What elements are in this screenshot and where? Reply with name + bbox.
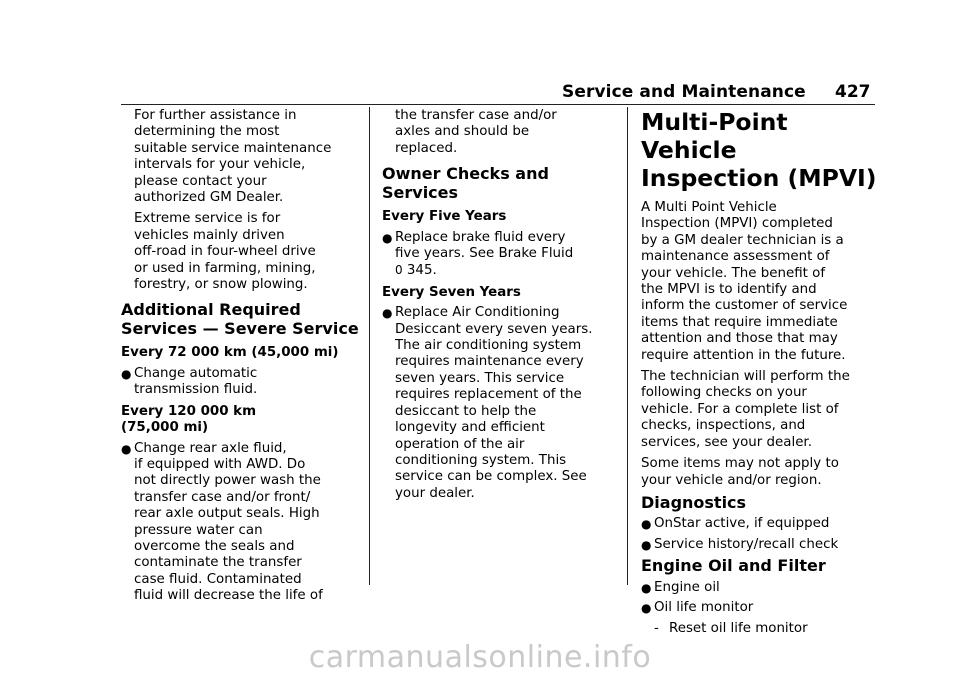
list-item-text: Engine oil <box>654 579 720 595</box>
continued-text: the transfer case and/or axles and should be replaced. <box>395 108 557 156</box>
sub-list-item <box>654 621 879 637</box>
list-item-text: OnStar active, if equipped <box>654 516 830 532</box>
list-item <box>641 580 879 596</box>
bullet-icon: ● <box>641 517 652 532</box>
bullet-icon: ● <box>641 537 652 552</box>
list-item <box>382 305 622 502</box>
column-1 <box>121 108 367 609</box>
bullet-icon: ● <box>641 580 652 595</box>
owner-checks-heading: Owner Checks and Services <box>382 164 549 202</box>
brake-fluid-text: Replace brake fluid every five years. See Brake Fluid <box>395 229 574 262</box>
interval-120000-heading: Every 120 000 km (75,000 mi) <box>121 403 257 436</box>
list-item-text <box>395 230 573 280</box>
bullet-icon: ● <box>382 230 393 245</box>
column-divider-2 <box>627 107 628 585</box>
interval-72000-heading: Every 72 000 km (45,000 mi) <box>121 345 339 361</box>
engine-oil-heading: Engine Oil and Filter <box>641 556 826 576</box>
page-ref-arrow-icon: 0 <box>395 263 403 278</box>
list-item <box>641 600 879 616</box>
mpvi-title: Multi-Point Vehicle Inspection (MPVI) <box>641 108 877 192</box>
page-number: 427 <box>835 82 871 102</box>
bullet-icon: ● <box>641 601 652 616</box>
list-item-text: Change rear axle fluid, if equipped with AWD. Do not directly power wash the transfer case and/or front/ rear axle output seals. High pressure water can overcome the seals and contaminate the transfer case fluid. Contaminated fluid will decrease the life of <box>134 440 323 604</box>
diagnostics-heading: Diagnostics <box>641 492 747 512</box>
five-years-heading: Every Five Years <box>382 209 507 225</box>
region-note-paragraph: Some items may not apply to your vehicle and/or region. <box>641 456 839 488</box>
seven-years-heading: Every Seven Years <box>382 284 521 300</box>
column-divider-1 <box>369 107 370 585</box>
page-header-title: Service and Maintenance <box>562 82 806 102</box>
severe-service-heading: Additional Required Services — Severe Service <box>121 300 359 338</box>
column-2 <box>382 108 622 506</box>
dash-icon: - <box>654 620 659 636</box>
column-3 <box>641 108 879 640</box>
list-item-text: Oil life monitor <box>654 600 754 616</box>
list-item <box>382 230 622 280</box>
list-item <box>641 516 879 532</box>
list-item-text: Change automatic transmission fluid. <box>134 365 258 398</box>
list-item-text: Replace Air Conditioning Desiccant every seven years. The air conditioning system requires maintenance every seven years. This service requires replacement of the desiccant to help the longevity and efficient operation of the air conditioning system. This service can be complex. See your dealer. <box>395 305 593 501</box>
header-divider <box>121 104 875 105</box>
list-item <box>121 441 367 605</box>
technician-paragraph: The technician will perform the following checks on your vehicle. For a complete list of checks, inspections, and services, see your dealer. <box>641 369 850 450</box>
list-item-text: Service history/recall check <box>654 536 839 552</box>
assistance-paragraph: For further assistance in determining the most suitable service maintenance intervals for your vehicle, please contact your authorized GM Dealer. <box>134 108 332 206</box>
bullet-icon: ● <box>121 441 132 456</box>
mpvi-intro-paragraph: A Multi Point Vehicle Inspection (MPVI) completed by a GM dealer technician is a maintenance assessment of your vehicle. The benefit of the MPVI is to identify and inform the customer of service items that require immediate attention and those that may require attention in the future. <box>641 200 848 363</box>
bullet-icon: ● <box>121 366 132 381</box>
extreme-service-paragraph: Extreme service is for vehicles mainly driven off-road in four-wheel drive or used in farming, mining, forestry, or snow plowing. <box>134 211 316 293</box>
list-item <box>641 537 879 553</box>
sub-list-item-text: Reset oil life monitor <box>669 620 808 636</box>
brake-fluid-page-link[interactable]: 345. <box>406 263 437 279</box>
watermark: carmanualsonline.info <box>308 640 652 675</box>
bullet-icon: ● <box>382 306 393 321</box>
list-item <box>121 366 367 399</box>
